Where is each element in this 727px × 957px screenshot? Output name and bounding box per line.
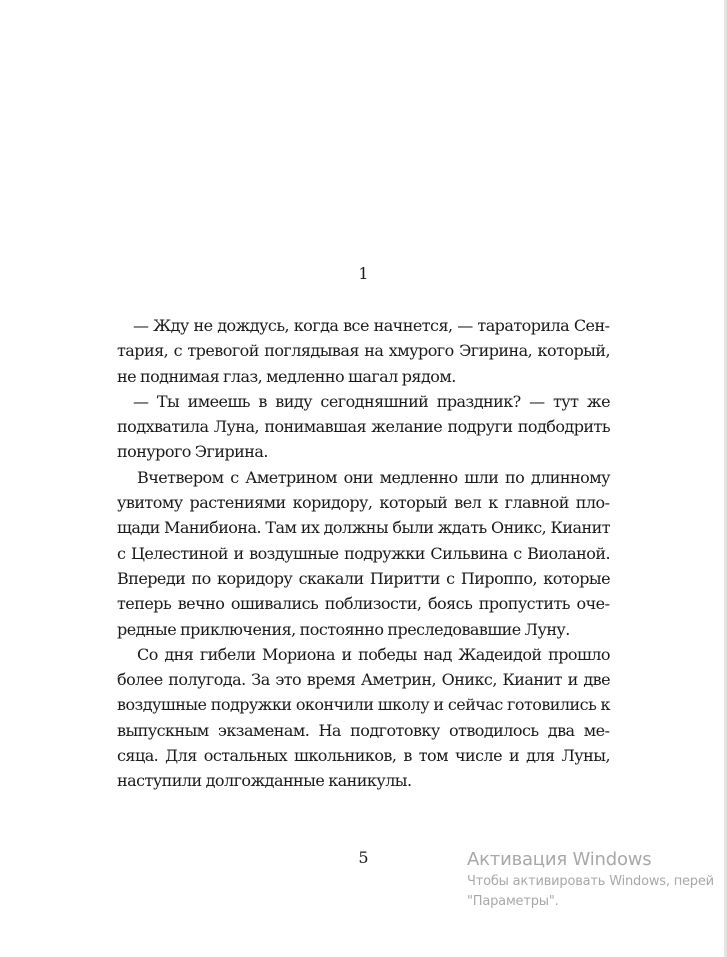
paragraph-2: — Ты имеешь в виду сегодняшний праздник? — тут же подхватила Луна, понимавшая желание подруги подбодрить понурого Эгирина.	[117, 391, 610, 462]
watermark-line-1: Чтобы активировать Windows, перей	[467, 874, 714, 889]
chapter-number: 1	[358, 264, 369, 283]
watermark-line-2: "Параметры".	[467, 894, 559, 909]
paragraph-3: Вчетвером с Аметрином они медленно шли по длинному увитому растениями коридору, который вел к главной площади Манибиона. Там их должны были ждать Оникс, Кианит с Целестиной и воздушные подружки Сильвина с Виоланой. Впереди по коридору скакали Пиритти с Пироппо, которые теперь вечно ошивались поблизости, боясь пропустить очередные приключения, постоянно преследовавшие Луну.	[117, 467, 610, 639]
body-text	[117, 313, 610, 794]
paragraph-4: Со дня гибели Мориона и победы над Жадеидой прошло более полугода. За это время Аметрин, Оникс, Кианит и две воздушные подружки окончили школу и сейчас готовились к выпускным экзаменам. На подготовку отводилось два месяца. Для остальных школьников, в том числе и для Луны, наступили долгожданные каникулы.	[117, 644, 610, 791]
windows-activation-watermark	[467, 848, 727, 912]
watermark-title: Активация Windows	[467, 849, 652, 870]
page-number: 5	[358, 848, 369, 867]
paragraph-1: — Жду не дождусь, когда все начнется, — тараторила Сентария, с тревогой поглядывая на хмурого Эгирина, который, не поднимая глаз, медленно шагал рядом.	[117, 316, 610, 386]
